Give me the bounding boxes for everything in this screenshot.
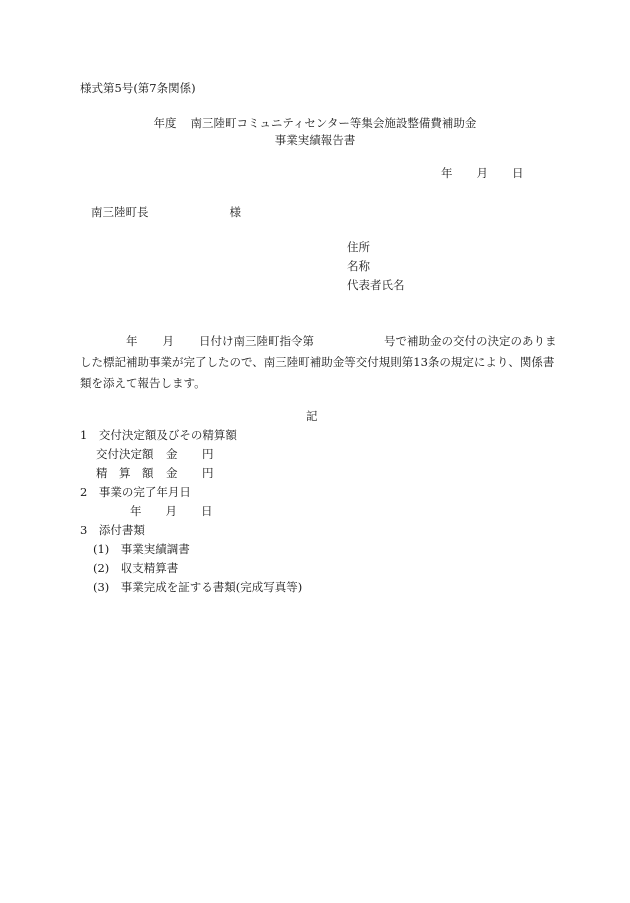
item2-completion-date: 年 月 日 bbox=[130, 504, 213, 518]
item3-doc-3: (3) 事業完成を証する書類(完成写真等) bbox=[93, 580, 303, 594]
item1-row-settlement: 精 算 額 金 円 bbox=[96, 466, 214, 480]
applicant-address-label: 住所 bbox=[347, 240, 370, 254]
item3-doc-1: (1) 事業実績調書 bbox=[93, 542, 190, 556]
form-title-line1 bbox=[0, 118, 630, 130]
item3-doc-2: (2) 収支精算書 bbox=[93, 561, 179, 575]
applicant-name-label: 名称 bbox=[347, 259, 370, 273]
form-title-line2: 事業実績報告書 bbox=[274, 133, 356, 147]
applicant-representative-label: 代表者氏名 bbox=[347, 278, 405, 292]
ki-heading: 記 bbox=[306, 409, 318, 423]
addressee bbox=[91, 207, 241, 219]
item2-title: 2 事業の完了年月日 bbox=[80, 485, 191, 499]
title-subsidy-name: 南三陸町コミュニティセンター等集会施設整備費補助金 bbox=[190, 116, 477, 130]
report-body-paragraph: 年 月 日付け南三陸町指令第 号で補助金の交付の決定のありました標記補助事業が完了したので、南三陸町補助金等交付規則第13条の規定により、関係書類を添えて報告します。 bbox=[80, 334, 557, 390]
form-number: 様式第5号(第7条関係) bbox=[80, 81, 196, 95]
submission-date: 年 月 日 bbox=[441, 166, 524, 180]
addressee-honorific: 様 bbox=[229, 205, 241, 219]
title-year-label: 年度 bbox=[153, 116, 177, 130]
item1-title: 1 交付決定額及びその精算額 bbox=[80, 428, 237, 442]
item3-title: 3 添付書類 bbox=[80, 523, 145, 537]
item1-row-decision: 交付決定額 金 円 bbox=[96, 447, 214, 461]
addressee-name: 南三陸町長 bbox=[91, 205, 149, 219]
